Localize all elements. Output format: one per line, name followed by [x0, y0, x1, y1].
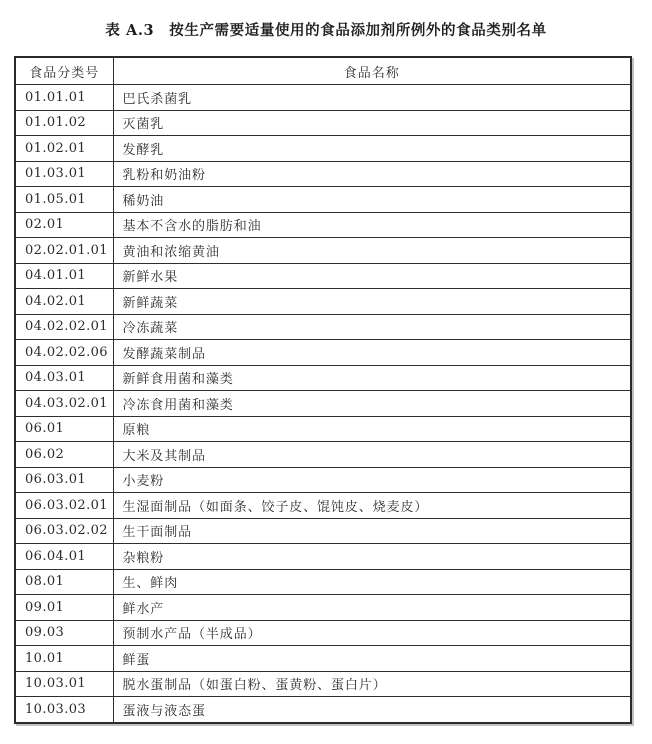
table-row — [15, 671, 631, 697]
food-category-code: 09.03 — [15, 620, 113, 646]
food-name: 稀奶油 — [113, 187, 631, 213]
table-body — [15, 85, 631, 723]
food-category-code: 06.03.01 — [15, 467, 113, 493]
header-food-category-code: 食品分类号 — [15, 57, 113, 85]
food-category-code: 01.02.01 — [15, 136, 113, 162]
header-food-name: 食品名称 — [113, 57, 631, 85]
table-row — [15, 595, 631, 621]
table-row — [15, 110, 631, 136]
table-row — [15, 416, 631, 442]
food-category-code: 06.01 — [15, 416, 113, 442]
food-name: 发酵乳 — [113, 136, 631, 162]
food-category-code: 01.01.02 — [15, 110, 113, 136]
table-row — [15, 238, 631, 264]
food-category-code: 01.01.01 — [15, 85, 113, 111]
table-row — [15, 340, 631, 366]
food-name: 预制水产品（半成品） — [113, 620, 631, 646]
food-name: 新鲜蔬菜 — [113, 289, 631, 315]
food-category-code: 09.01 — [15, 595, 113, 621]
food-name: 新鲜食用菌和藻类 — [113, 365, 631, 391]
food-category-code: 10.03.03 — [15, 697, 113, 723]
food-name: 小麦粉 — [113, 467, 631, 493]
food-name: 脱水蛋制品（如蛋白粉、蛋黄粉、蛋白片） — [113, 671, 631, 697]
food-category-code: 02.01 — [15, 212, 113, 238]
table-row — [15, 697, 631, 723]
food-category-code: 06.03.02.02 — [15, 518, 113, 544]
food-name: 新鲜水果 — [113, 263, 631, 289]
food-category-code: 04.01.01 — [15, 263, 113, 289]
food-name: 巴氏杀菌乳 — [113, 85, 631, 111]
food-name: 大米及其制品 — [113, 442, 631, 468]
food-name: 乳粉和奶油粉 — [113, 161, 631, 187]
table-row — [15, 161, 631, 187]
food-name: 基本不含水的脂肪和油 — [113, 212, 631, 238]
table-row — [15, 467, 631, 493]
food-name: 生湿面制品（如面条、饺子皮、馄饨皮、烧麦皮） — [113, 493, 631, 519]
food-category-code: 04.03.01 — [15, 365, 113, 391]
table-row — [15, 569, 631, 595]
food-category-code: 02.02.01.01 — [15, 238, 113, 264]
table-row — [15, 646, 631, 672]
food-name: 发酵蔬菜制品 — [113, 340, 631, 366]
table-row — [15, 518, 631, 544]
table-row — [15, 442, 631, 468]
table-row — [15, 314, 631, 340]
table-row — [15, 187, 631, 213]
food-name: 生干面制品 — [113, 518, 631, 544]
table-row — [15, 365, 631, 391]
food-name: 黄油和浓缩黄油 — [113, 238, 631, 264]
table-row — [15, 544, 631, 570]
table-title: 表 A.3 按生产需要适量使用的食品添加剂所例外的食品类别名单 — [105, 22, 547, 39]
food-category-code: 06.03.02.01 — [15, 493, 113, 519]
table-row — [15, 493, 631, 519]
food-category-code: 06.02 — [15, 442, 113, 468]
food-category-code: 04.02.02.01 — [15, 314, 113, 340]
food-name: 鲜蛋 — [113, 646, 631, 672]
food-name: 杂粮粉 — [113, 544, 631, 570]
table-row — [15, 136, 631, 162]
food-name: 蛋液与液态蛋 — [113, 697, 631, 723]
food-category-code: 01.05.01 — [15, 187, 113, 213]
food-name: 灭菌乳 — [113, 110, 631, 136]
table-row — [15, 212, 631, 238]
food-name: 冷冻食用菌和藻类 — [113, 391, 631, 417]
food-category-code: 10.01 — [15, 646, 113, 672]
food-name: 原粮 — [113, 416, 631, 442]
food-name: 鲜水产 — [113, 595, 631, 621]
food-category-code: 04.02.01 — [15, 289, 113, 315]
food-name: 冷冻蔬菜 — [113, 314, 631, 340]
food-category-code: 04.02.02.06 — [15, 340, 113, 366]
table-row — [15, 391, 631, 417]
table-row — [15, 263, 631, 289]
food-category-table — [14, 56, 632, 724]
table-row — [15, 85, 631, 111]
table-header-row — [15, 57, 631, 85]
food-category-code: 06.04.01 — [15, 544, 113, 570]
food-name: 生、鲜肉 — [113, 569, 631, 595]
food-category-code: 08.01 — [15, 569, 113, 595]
table-row — [15, 289, 631, 315]
food-category-code: 10.03.01 — [15, 671, 113, 697]
table-row — [15, 620, 631, 646]
food-category-code: 04.03.02.01 — [15, 391, 113, 417]
food-category-code: 01.03.01 — [15, 161, 113, 187]
